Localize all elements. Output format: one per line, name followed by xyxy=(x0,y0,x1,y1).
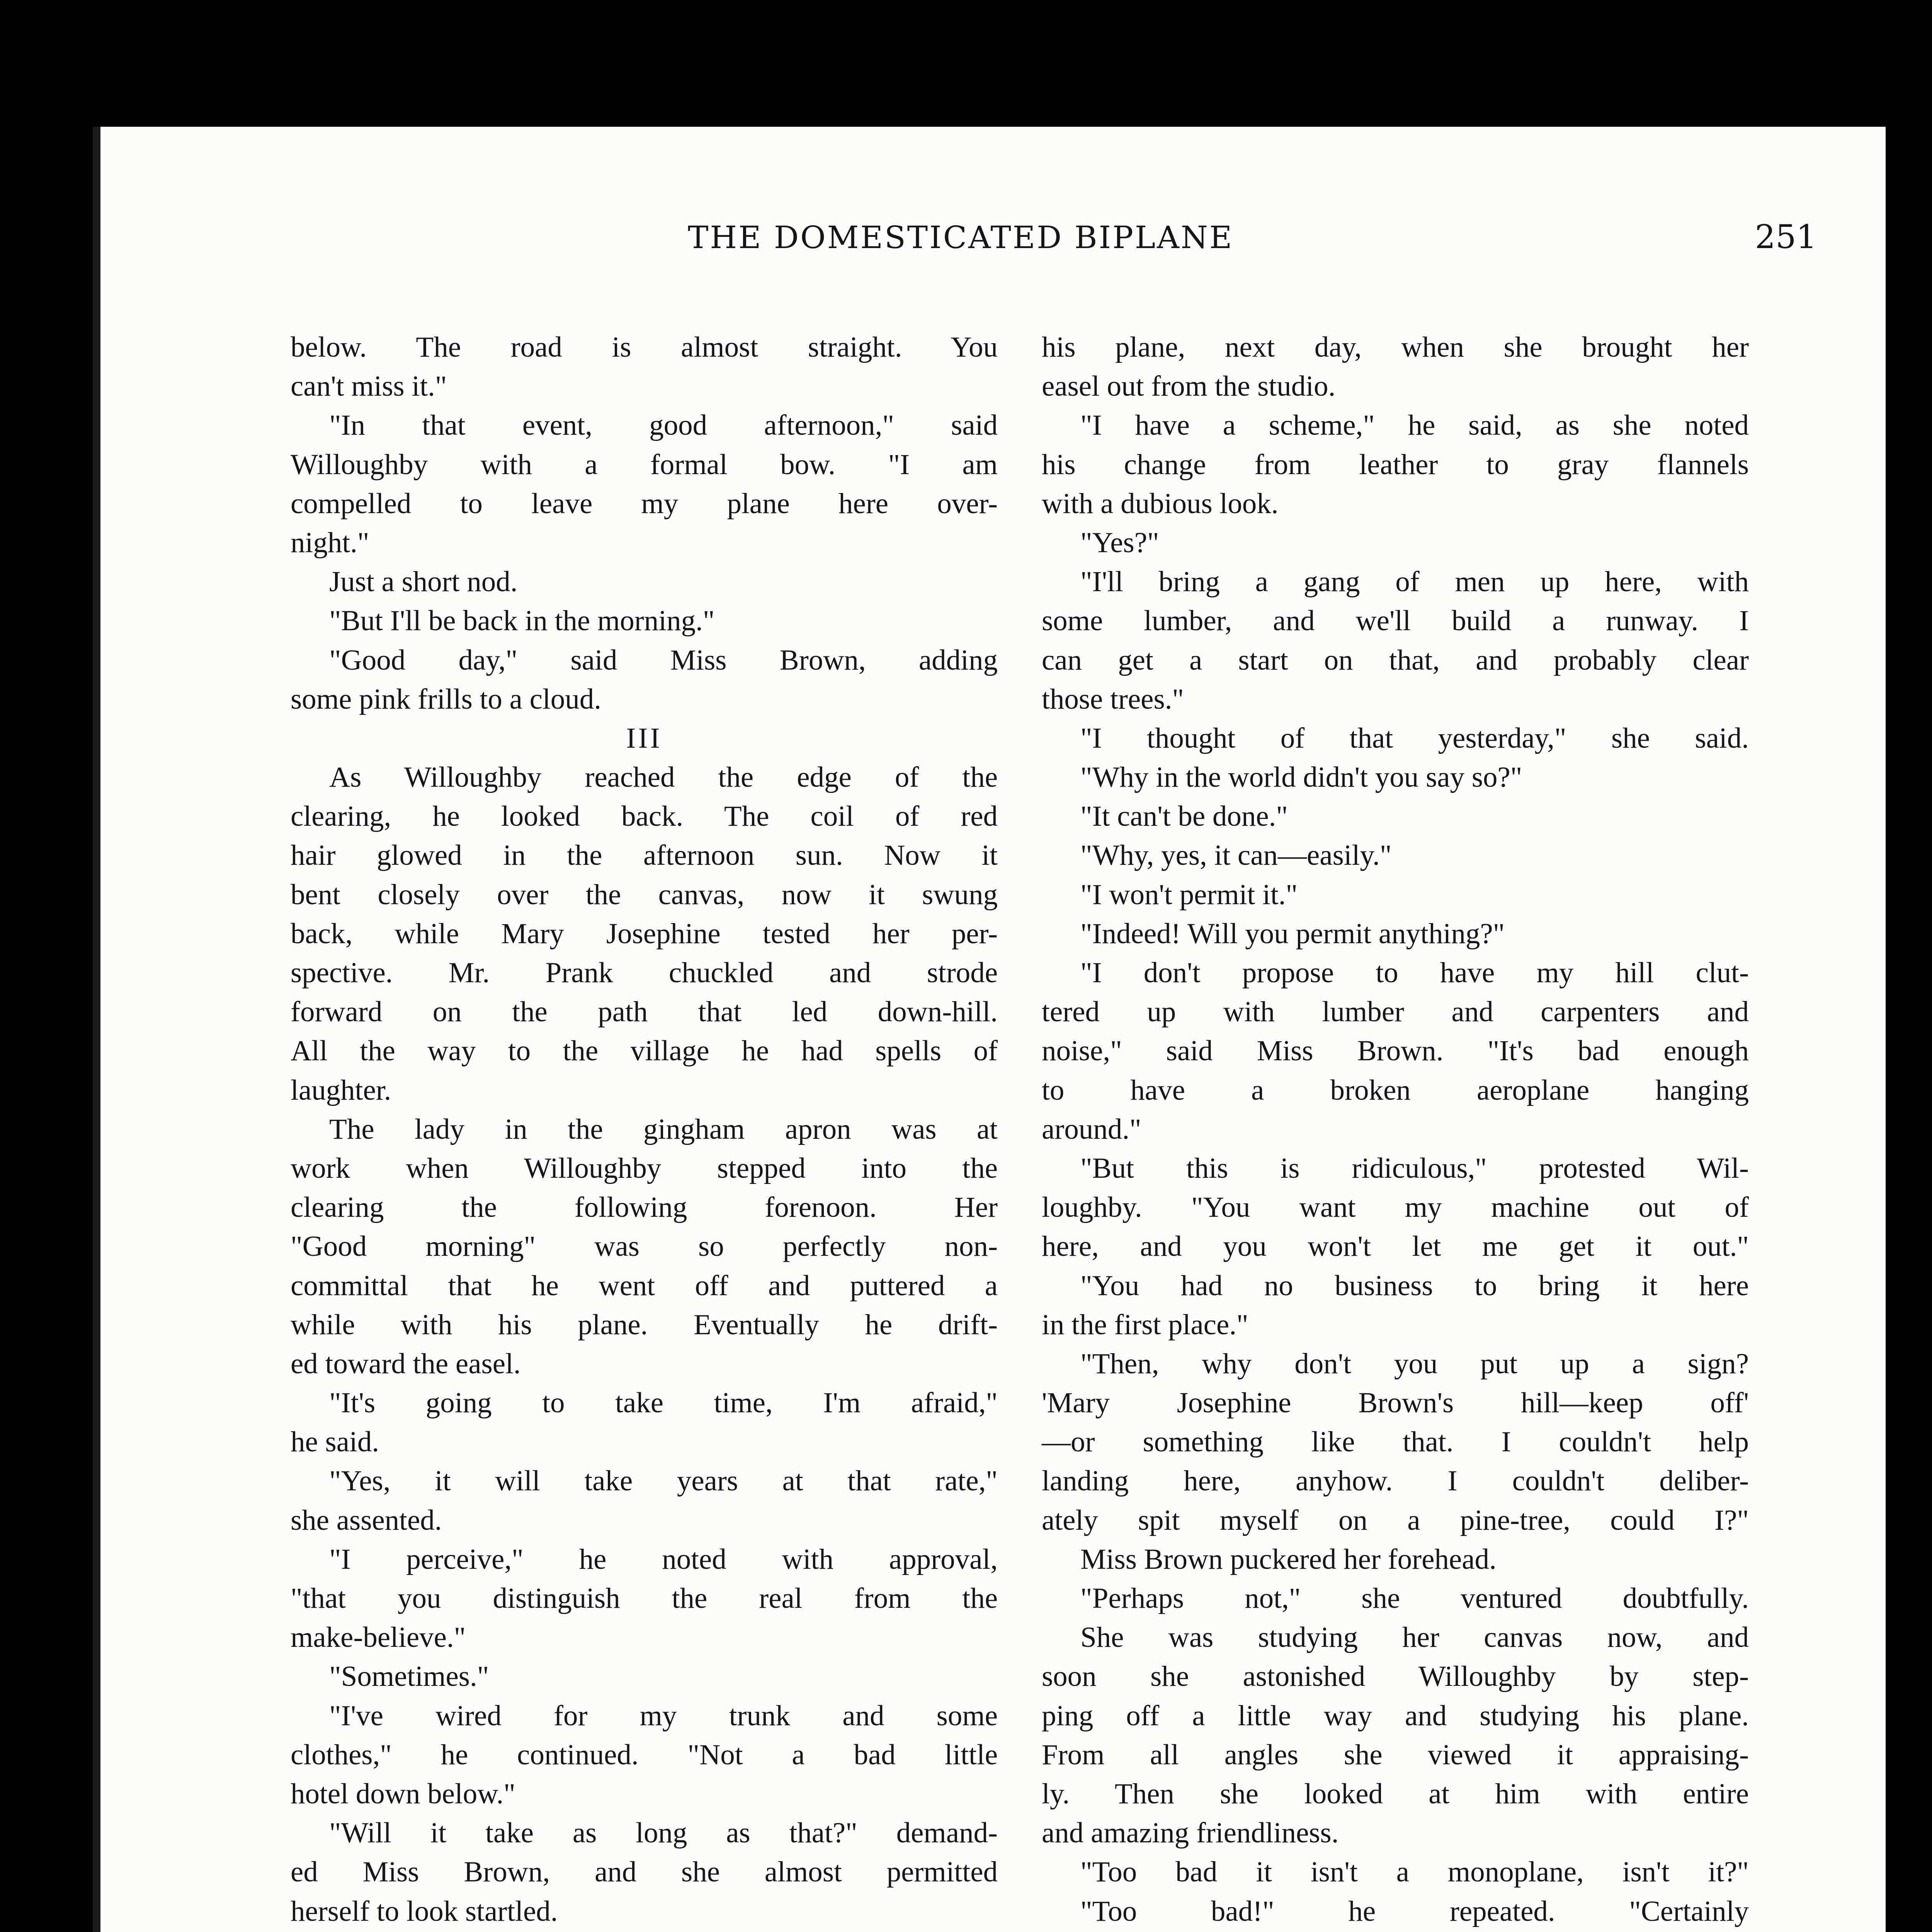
text-line: All the way to the village he had spells of xyxy=(291,1035,998,1067)
page-number: 251 xyxy=(1755,218,1817,256)
text-line: clothes," he continued. "Not a bad little xyxy=(291,1738,998,1771)
text-line: "I don't propose to have my hill clut- xyxy=(1080,957,1749,989)
text-line: Miss Brown puckered her forehead. xyxy=(1080,1543,1497,1575)
text-line: noise," said Miss Brown. "It's bad enough xyxy=(1042,1035,1749,1067)
text-line: "It can't be done." xyxy=(1080,800,1288,833)
text-line: "Why in the world didn't you say so?" xyxy=(1080,761,1522,794)
text-line: some lumber, and we'll build a runway. I xyxy=(1042,605,1749,637)
text-line: —or something like that. I couldn't help xyxy=(1042,1426,1749,1458)
text-line: "I've wired for my trunk and some xyxy=(329,1699,998,1732)
text-line: 'Mary Josephine Brown's hill—keep off' xyxy=(1042,1387,1749,1419)
text-line: "I perceive," he noted with approval, xyxy=(329,1543,998,1575)
text-line: The lady in the gingham apron was at xyxy=(329,1113,998,1145)
text-line: laughter. xyxy=(291,1074,391,1106)
text-line: "Too bad!" he repeated. "Certainly xyxy=(1080,1895,1749,1927)
text-line: "Will it take as long as that?" demand- xyxy=(329,1817,998,1849)
text-line: while with his plane. Eventually he drift- xyxy=(291,1308,998,1341)
text-line: "Perhaps not," she ventured doubtfully. xyxy=(1080,1582,1749,1614)
text-line: make-believe." xyxy=(291,1621,466,1654)
text-line: As Willoughby reached the edge of the xyxy=(329,761,998,794)
text-line: Just a short nod. xyxy=(329,566,518,598)
text-line: "You had no business to bring it here xyxy=(1080,1269,1749,1302)
text-line: ately spit myself on a pine-tree, could I?" xyxy=(1042,1504,1749,1536)
text-line: back, while Mary Josephine tested her per- xyxy=(291,917,998,950)
text-line: clearing, he looked back. The coil of red xyxy=(291,800,998,833)
text-line: From all angles she viewed it appraising- xyxy=(1042,1738,1749,1771)
text-line: and amazing friendliness. xyxy=(1042,1817,1339,1849)
running-header: THE DOMESTICATED BIPLANE xyxy=(688,219,1234,255)
text-line: "that you distinguish the real from the xyxy=(291,1582,998,1614)
text-line: loughby. "You want my machine out of xyxy=(1042,1191,1749,1224)
text-line: "I have a scheme," he said, as she noted xyxy=(1080,409,1749,442)
right-column xyxy=(1042,328,1749,1932)
text-line: spective. Mr. Prank chuckled and strode xyxy=(291,957,998,989)
text-line: his change from leather to gray flannels xyxy=(1042,448,1749,481)
text-line: she assented. xyxy=(291,1504,442,1536)
text-line: ed Miss Brown, and she almost permitted xyxy=(291,1856,998,1888)
text-line: "Sometimes." xyxy=(329,1660,489,1693)
text-line: landing here, anyhow. I couldn't deliber- xyxy=(1042,1465,1749,1497)
text-line: easel out from the studio. xyxy=(1042,370,1336,403)
text-line: hair glowed in the afternoon sun. Now it xyxy=(291,839,998,872)
text-line: with a dubious look. xyxy=(1042,487,1279,520)
text-line: "I thought of that yesterday," she said. xyxy=(1080,722,1749,754)
text-line: compelled to leave my plane here over- xyxy=(291,487,998,520)
text-line: "I won't permit it." xyxy=(1080,878,1298,911)
text-line: ping off a little way and studying his plane. xyxy=(1042,1699,1749,1732)
text-line: his plane, next day, when she brought her xyxy=(1042,331,1749,363)
text-line: Willoughby with a formal bow. "I am xyxy=(291,448,998,481)
section-heading: III xyxy=(626,722,662,754)
text-line: "I'll bring a gang of men up here, with xyxy=(1080,566,1749,598)
text-line: "It's going to take time, I'm afraid," xyxy=(329,1387,998,1419)
text-line: "Yes, it will take years at that rate," xyxy=(329,1465,998,1497)
text-line: some pink frills to a cloud. xyxy=(291,683,602,715)
text-line: here, and you won't let me get it out." xyxy=(1042,1230,1749,1263)
text-line: She was studying her canvas now, and xyxy=(1080,1621,1749,1654)
text-line: around." xyxy=(1042,1113,1141,1145)
text-line: "But this is ridiculous," protested Wil- xyxy=(1080,1152,1749,1184)
text-line: ly. Then she looked at him with entire xyxy=(1042,1777,1749,1810)
text-line: "Too bad it isn't a monoplane, isn't it?" xyxy=(1080,1856,1749,1888)
text-line: "Why, yes, it can—easily." xyxy=(1080,839,1392,872)
left-column xyxy=(291,328,998,1932)
text-line: "Indeed! Will you permit anything?" xyxy=(1080,917,1505,950)
text-line: bent closely over the canvas, now it swung xyxy=(291,878,998,911)
text-line: "In that event, good afternoon," said xyxy=(329,409,998,442)
text-line: those trees." xyxy=(1042,683,1184,715)
text-line: hotel down below." xyxy=(291,1777,515,1810)
text-line: below. The road is almost straight. You xyxy=(291,331,998,363)
text-line: herself to look startled. xyxy=(291,1895,558,1927)
text-line: can get a start on that, and probably clear xyxy=(1042,644,1749,676)
text-line: forward on the path that led down-hill. xyxy=(291,996,998,1028)
text-line: ed toward the easel. xyxy=(291,1347,521,1380)
text-line: can't miss it." xyxy=(291,370,447,403)
page-spine-shadow xyxy=(93,127,100,1932)
text-line: "But I'll be back in the morning." xyxy=(329,605,715,637)
text-line: clearing the following forenoon. Her xyxy=(291,1191,998,1224)
text-line: in the first place." xyxy=(1042,1308,1248,1341)
text-line: "Good morning" was so perfectly non- xyxy=(291,1230,998,1263)
text-line: "Then, why don't you put up a sign? xyxy=(1080,1347,1749,1380)
text-line: "Good day," said Miss Brown, adding xyxy=(329,644,998,676)
book-page xyxy=(93,127,1886,1932)
text-line: "Yes?" xyxy=(1080,526,1159,559)
text-line: tered up with lumber and carpenters and xyxy=(1042,996,1749,1028)
text-line: work when Willoughby stepped into the xyxy=(291,1152,998,1184)
text-line: night." xyxy=(291,526,369,559)
text-line: soon she astonished Willoughby by step- xyxy=(1042,1660,1749,1693)
text-line: to have a broken aeroplane hanging xyxy=(1042,1074,1749,1106)
text-line: he said. xyxy=(291,1426,379,1458)
text-line: committal that he went off and puttered a xyxy=(291,1269,998,1302)
